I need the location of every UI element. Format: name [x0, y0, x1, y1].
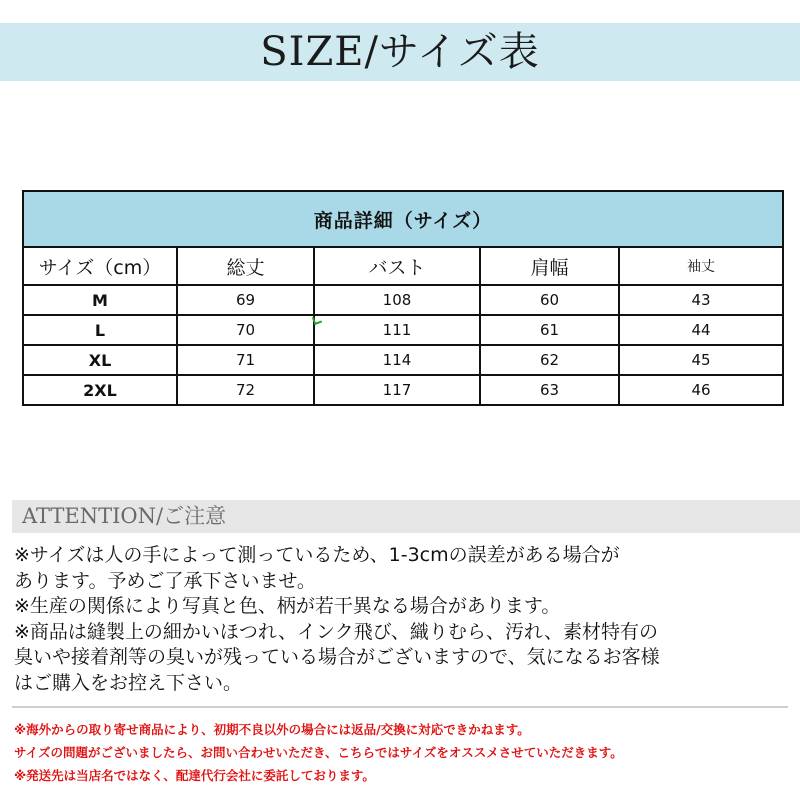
header-bust: バスト — [314, 247, 480, 285]
note-line: 臭いや接着剤等の臭いが残っている場合がございますので、気になるお客様 — [14, 646, 660, 668]
table-row — [23, 315, 783, 345]
footer-notes — [14, 718, 794, 787]
bust-cell: 111 — [314, 315, 480, 345]
bust-cell: 114 — [314, 345, 480, 375]
table-header-row — [23, 247, 783, 285]
note-line: ※商品は縫製上の細かいほつれ、インク飛び、織りむら、汚れ、素材特有の — [14, 620, 659, 643]
header-sleeve: 袖丈 — [619, 247, 783, 285]
sleeve-cell: 43 — [619, 285, 783, 315]
attention-header — [12, 500, 800, 533]
size-table — [22, 190, 784, 406]
size-cell: M — [23, 285, 177, 315]
length-cell: 69 — [177, 285, 314, 315]
footer-line: ※海外からの取り寄せ商品により、初期不良以外の場合には返品/交換に対応できかねます。 — [14, 722, 530, 737]
footer-line: ※発送先は当店名ではなく、配達代行会社に委託しております。 — [14, 768, 375, 783]
attention-notes — [14, 543, 794, 696]
size-cell: L — [23, 315, 177, 345]
header-length: 総丈 — [177, 247, 314, 285]
note-line: あります。予めご了承下さいませ。 — [14, 569, 316, 592]
header-shoulder: 肩幅 — [480, 247, 619, 285]
length-cell: 71 — [177, 345, 314, 375]
bust-cell: 117 — [314, 375, 480, 405]
length-cell: 70 — [177, 315, 314, 345]
title-banner — [0, 23, 800, 81]
page-title: SIZE/サイズ表 — [260, 29, 540, 75]
note-line: ※生産の関係により写真と色、柄が若干異なる場合があります。 — [14, 595, 561, 617]
table-row — [23, 345, 783, 375]
shoulder-cell: 61 — [480, 315, 619, 345]
shoulder-cell: 60 — [480, 285, 619, 315]
size-cell: 2XL — [23, 375, 177, 405]
sleeve-cell: 46 — [619, 375, 783, 405]
bust-cell: 108 — [314, 285, 480, 315]
table-caption-row — [23, 191, 783, 247]
sleeve-cell: 44 — [619, 315, 783, 345]
size-cell: XL — [23, 345, 177, 375]
table-caption: 商品詳細（サイズ） — [23, 191, 783, 247]
footer-line: サイズの問題がございましたら、お問い合わせいただき、こちらではサイズをオススメさせていただきます。 — [14, 745, 623, 760]
attention-heading: ATTENTION/ご注意 — [22, 504, 227, 528]
divider — [12, 706, 788, 708]
table-row — [23, 375, 783, 405]
note-line: はご購入をお控え下さい。 — [14, 671, 243, 694]
header-size: サイズ（cm） — [23, 247, 177, 285]
shoulder-cell: 62 — [480, 345, 619, 375]
note-line: ※サイズは人の手によって測っているため、1-3cmの誤差がある場合が — [14, 544, 620, 566]
sleeve-cell: 45 — [619, 345, 783, 375]
shoulder-cell: 63 — [480, 375, 619, 405]
length-cell: 72 — [177, 375, 314, 405]
table-row — [23, 285, 783, 315]
